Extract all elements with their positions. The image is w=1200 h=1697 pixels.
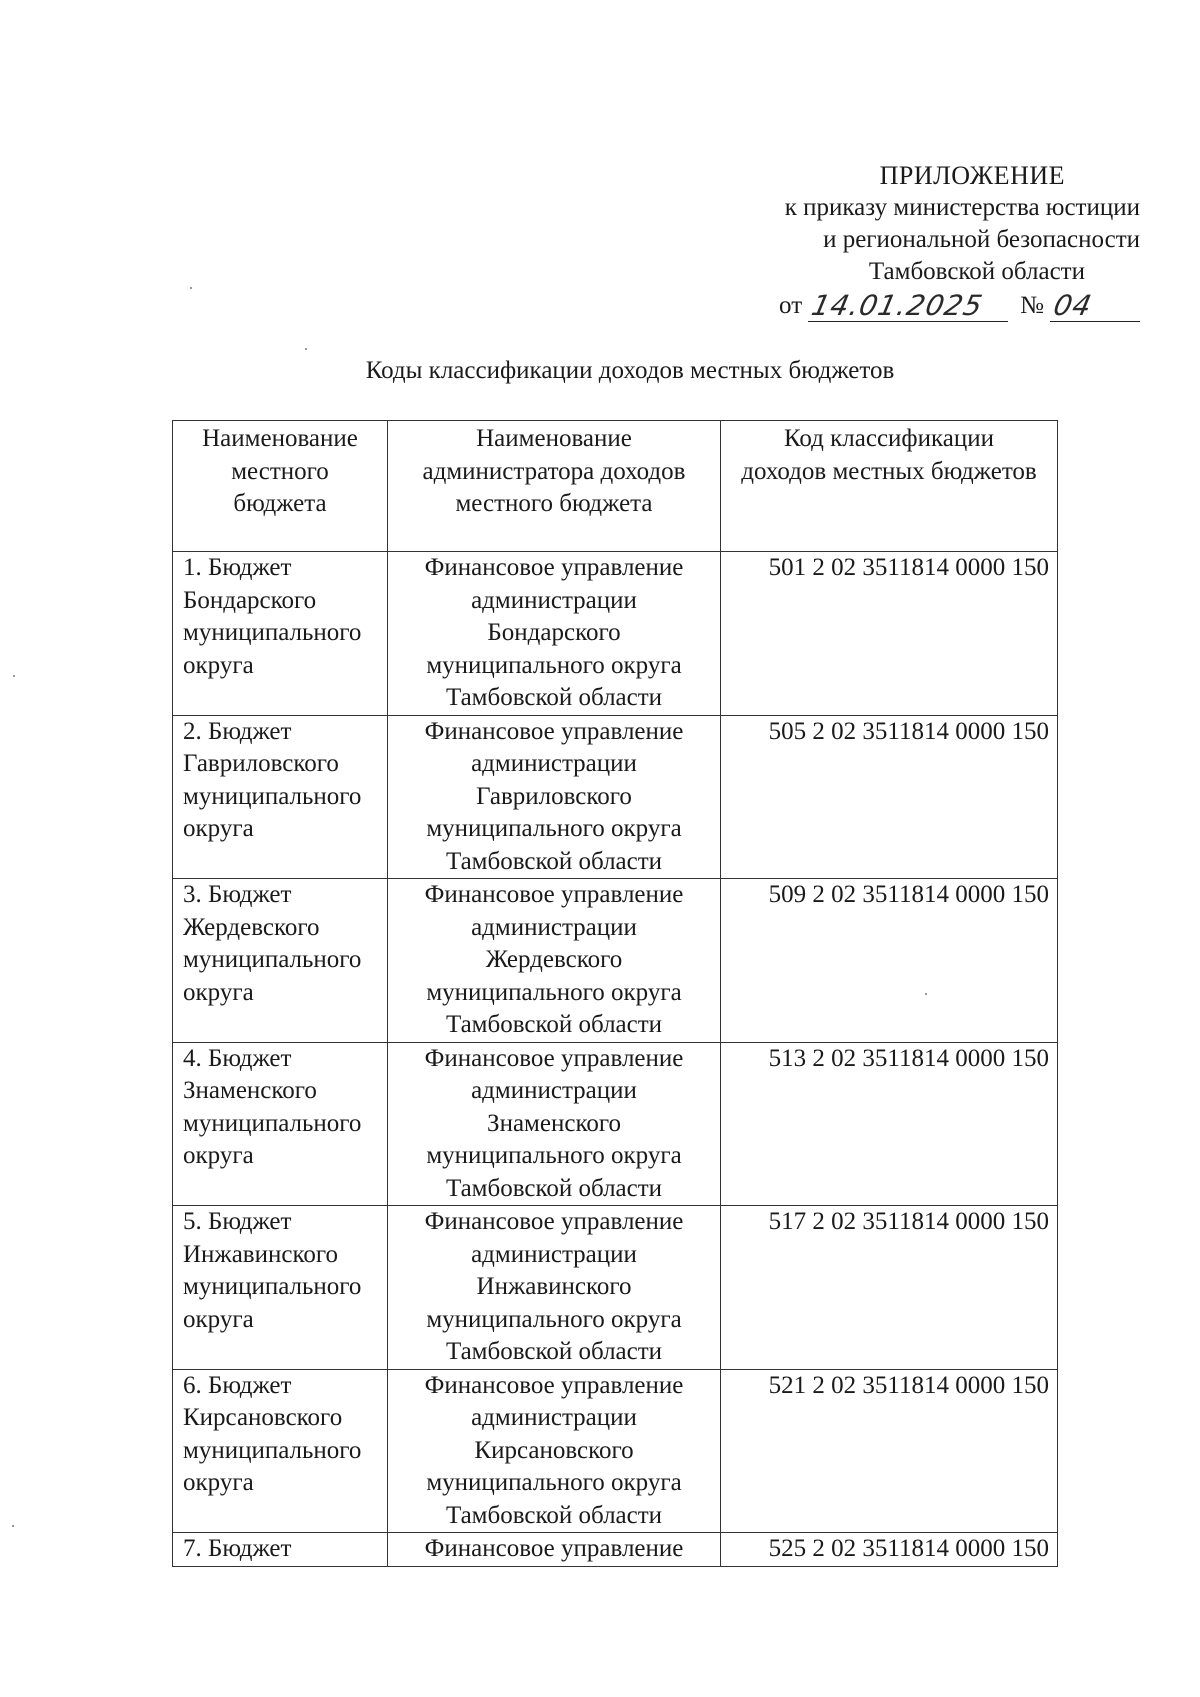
classification-code-cell: 517 2 02 3511814 0000 150 xyxy=(721,1206,1058,1370)
budget-name-line: округа xyxy=(183,1469,254,1496)
budget-name-line: 2. Бюджет xyxy=(183,717,292,745)
administrator-name-line: Тамбовской области xyxy=(445,1174,663,1202)
administrator-name-line: Тамбовской области xyxy=(445,684,663,711)
budget-name-cell xyxy=(173,1533,388,1567)
budget-name-line: Знаменского xyxy=(183,1077,317,1104)
table-row xyxy=(173,879,1058,1043)
budget-name-cell xyxy=(173,715,388,879)
budget-name-line: Бондарского xyxy=(183,586,317,614)
budget-name-line: Инжавинского xyxy=(183,1240,338,1268)
administrator-name-line: муниципального округа xyxy=(426,815,682,842)
administrator-name-cell xyxy=(388,879,721,1043)
administrator-name-line: Финансовое управление xyxy=(424,1208,684,1235)
budget-name-line: 1. Бюджет xyxy=(183,554,292,581)
header-line: местного xyxy=(231,457,329,485)
administrator-name-line: Инжавинского xyxy=(476,1273,632,1300)
appendix-header xyxy=(620,160,1140,322)
budget-name-cell xyxy=(173,552,388,716)
classification-code-cell: 509 2 02 3511814 0000 150 xyxy=(721,879,1058,1043)
classification-code-cell: 505 2 02 3511814 0000 150 xyxy=(721,715,1058,879)
budget-name-line: округа xyxy=(183,978,254,1006)
header-line: доходов местных бюджетов xyxy=(741,457,1037,485)
administrator-name-line: Финансовое управление xyxy=(424,1044,684,1072)
classification-code-cell: 513 2 02 3511814 0000 150 xyxy=(721,1042,1058,1206)
administrator-name-cell xyxy=(388,1369,721,1533)
administrator-name-cell xyxy=(388,552,721,716)
appendix-title: ПРИЛОЖЕНИЕ xyxy=(879,161,1065,190)
header-line: Наименование xyxy=(202,425,358,452)
header-line: Код классификации xyxy=(783,425,995,452)
administrator-name-line: Кирсановского xyxy=(474,1436,634,1464)
administrator-name-line: Финансовое управление xyxy=(424,554,684,581)
budget-name-cell xyxy=(173,879,388,1043)
header-line: Наименование xyxy=(476,425,632,452)
budget-name-line: муниципального xyxy=(183,1109,362,1137)
budget-name-line: 3. Бюджет xyxy=(183,881,292,908)
budget-name-line: 6. Бюджет xyxy=(183,1371,292,1399)
administrator-name-line: администрации xyxy=(471,1077,637,1104)
scan-speck xyxy=(13,675,15,677)
administrator-name-line: Финансовое управление xyxy=(424,1535,684,1562)
budget-name-line: Жердевского xyxy=(183,913,320,941)
budget-name-cell xyxy=(173,1369,388,1533)
budget-name-line: 5. Бюджет xyxy=(183,1208,292,1235)
administrator-name-line: администрации xyxy=(471,1240,637,1268)
administrator-name-line: Тамбовской области xyxy=(445,847,663,875)
administrator-name-line: Финансовое управление xyxy=(424,717,684,745)
table-header-row xyxy=(173,421,1058,552)
order-date-field xyxy=(808,291,1008,322)
scan-speck xyxy=(12,1525,14,1527)
budget-name-line: 4. Бюджет xyxy=(183,1044,292,1072)
number-label: № xyxy=(1020,292,1044,319)
administrator-name-line: администрации xyxy=(471,1404,637,1431)
table-row xyxy=(173,552,1058,716)
header-line: бюджета xyxy=(233,490,327,517)
order-number-handwritten: 04 xyxy=(1050,289,1096,322)
administrator-name-line: муниципального округа xyxy=(426,978,682,1006)
administrator-name-line: Знаменского xyxy=(487,1109,621,1137)
appendix-line-region: Тамбовской области xyxy=(868,258,1085,285)
administrator-name-line: Финансовое управление xyxy=(424,1371,684,1399)
table-row xyxy=(173,1206,1058,1370)
administrator-name-cell xyxy=(388,715,721,879)
budget-name-line: округа xyxy=(183,1305,254,1333)
classification-code-cell: 525 2 02 3511814 0000 150 xyxy=(721,1533,1058,1567)
classification-code-cell: 521 2 02 3511814 0000 150 xyxy=(721,1369,1058,1533)
budget-name-line: округа xyxy=(183,815,254,842)
table-row xyxy=(173,1042,1058,1206)
administrator-name-line: Финансовое управление xyxy=(424,881,684,908)
header-cell-2 xyxy=(388,421,721,552)
appendix-line-order: к приказу министерства юстиции xyxy=(784,194,1140,221)
budget-name-cell xyxy=(173,1206,388,1370)
header-cell-3 xyxy=(721,421,1058,552)
administrator-name-line: Гавриловского xyxy=(476,782,632,810)
administrator-name-line: Тамбовской области xyxy=(445,1501,663,1529)
administrator-name-line: муниципального округа xyxy=(426,1305,682,1333)
table-row xyxy=(173,1369,1058,1533)
scan-speck xyxy=(305,348,307,350)
administrator-name-line: муниципального округа xyxy=(426,651,682,679)
administrator-name-cell xyxy=(388,1206,721,1370)
administrator-name-line: муниципального округа xyxy=(426,1469,682,1496)
table-body xyxy=(173,552,1058,1567)
administrator-name-line: Жердевского xyxy=(485,946,623,973)
administrator-name-line: муниципального округа xyxy=(426,1142,682,1169)
header-cell-1 xyxy=(173,421,388,552)
from-label: от xyxy=(779,292,803,319)
administrator-name-line: администрации xyxy=(471,750,637,777)
budget-name-line: округа xyxy=(183,651,254,679)
table-row xyxy=(173,1533,1058,1567)
table-row xyxy=(173,715,1058,879)
document-title: Коды классификации доходов местных бюджетов xyxy=(365,357,895,384)
order-date-handwritten: 14.01.2025 xyxy=(808,289,987,322)
administrator-name-line: администрации xyxy=(471,913,637,941)
order-date-number-row xyxy=(620,290,1140,322)
budget-name-cell xyxy=(173,1042,388,1206)
header-line: администратора доходов xyxy=(422,457,686,485)
budget-name-line: муниципального xyxy=(183,1436,362,1464)
budget-name-line: муниципального xyxy=(183,946,362,973)
budget-name-line: округа xyxy=(183,1142,254,1169)
order-number-field xyxy=(1050,291,1140,322)
budget-name-line: муниципального xyxy=(183,619,362,646)
scan-speck xyxy=(925,993,927,995)
administrator-name-line: Бондарского xyxy=(487,619,621,646)
budget-name-line: Гавриловского xyxy=(183,750,339,777)
budget-name-line: муниципального xyxy=(183,1273,362,1300)
classification-code-cell: 501 2 02 3511814 0000 150 xyxy=(721,552,1058,716)
budget-name-line: 7. Бюджет xyxy=(183,1535,292,1562)
administrator-name-line: Тамбовской области xyxy=(445,1011,663,1038)
administrator-name-line: Тамбовской области xyxy=(445,1338,663,1365)
scan-speck xyxy=(190,287,192,289)
administrator-name-cell xyxy=(388,1042,721,1206)
administrator-name-cell xyxy=(388,1533,721,1567)
administrator-name-line: администрации xyxy=(471,586,637,614)
appendix-line-security: и региональной безопасности xyxy=(823,226,1140,253)
budget-name-line: Кирсановского xyxy=(183,1404,343,1431)
header-line: местного бюджета xyxy=(455,490,653,517)
budget-name-line: муниципального xyxy=(183,782,362,810)
